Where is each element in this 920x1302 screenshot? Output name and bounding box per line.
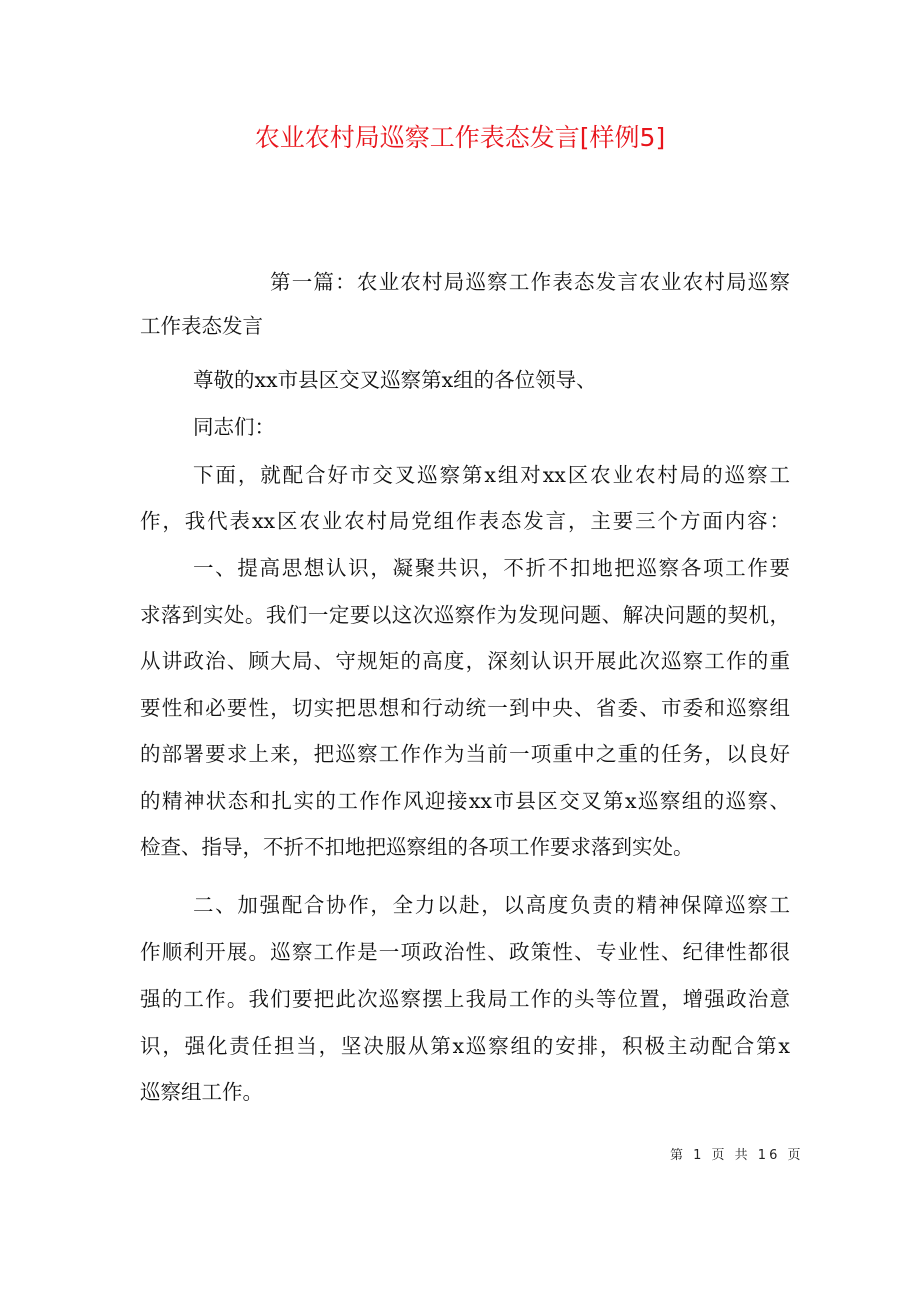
- text-line: 作顺利开展。巡察工作是一项政治性、政策性、专业性、纪律性都很: [140, 940, 790, 964]
- text-line: 从讲政治、顾大局、守规矩的高度，深刻认识开展此次巡察工作的重: [140, 649, 790, 673]
- text-line: 巡察组工作。: [140, 1080, 263, 1104]
- text-line: 第一篇：农业农村局巡察工作表态发言农业农村局巡察: [270, 270, 790, 294]
- text-line: 检查、指导，不折不扣地把巡察组的各项工作要求落到实处。: [140, 835, 694, 859]
- text-line: 求落到实处。我们一定要以这次巡察作为发现问题、解决问题的契机，: [140, 603, 790, 627]
- text-line: 二、加强配合协作，全力以赴，以高度负责的精神保障巡察工: [193, 893, 790, 917]
- text-line: 要性和必要性，切实把思想和行动统一到中央、省委、市委和巡察组: [140, 696, 790, 720]
- text-line: 工作表态发言: [140, 314, 263, 338]
- text-line: 下面，就配合好市交叉巡察第x组对xx区农业农村局的巡察工: [193, 463, 790, 487]
- text-line: 的精神状态和扎实的工作作风迎接xx市县区交叉第x巡察组的巡察、: [140, 789, 790, 813]
- page-number-footer: 第 1 页 共 16 页: [670, 1148, 804, 1163]
- text-line: 识，强化责任担当，坚决服从第x巡察组的安排，积极主动配合第x: [140, 1034, 790, 1058]
- document-title: 农业农村局巡察工作表态发言[样例5]: [254, 123, 666, 152]
- text-line: 作，我代表xx区农业农村局党组作表态发言，主要三个方面内容：: [140, 509, 790, 533]
- text-line: 强的工作。我们要把此次巡察摆上我局工作的头等位置，增强政治意: [140, 987, 790, 1011]
- text-line: 的部署要求上来，把巡察工作作为当前一项重中之重的任务，以良好: [140, 742, 790, 766]
- text-line: 同志们：: [193, 415, 275, 439]
- text-line: 一、提高思想认识，凝聚共识，不折不扣地把巡察各项工作要: [193, 556, 790, 580]
- text-line: 尊敬的xx市县区交叉巡察第x组的各位领导、: [193, 368, 597, 392]
